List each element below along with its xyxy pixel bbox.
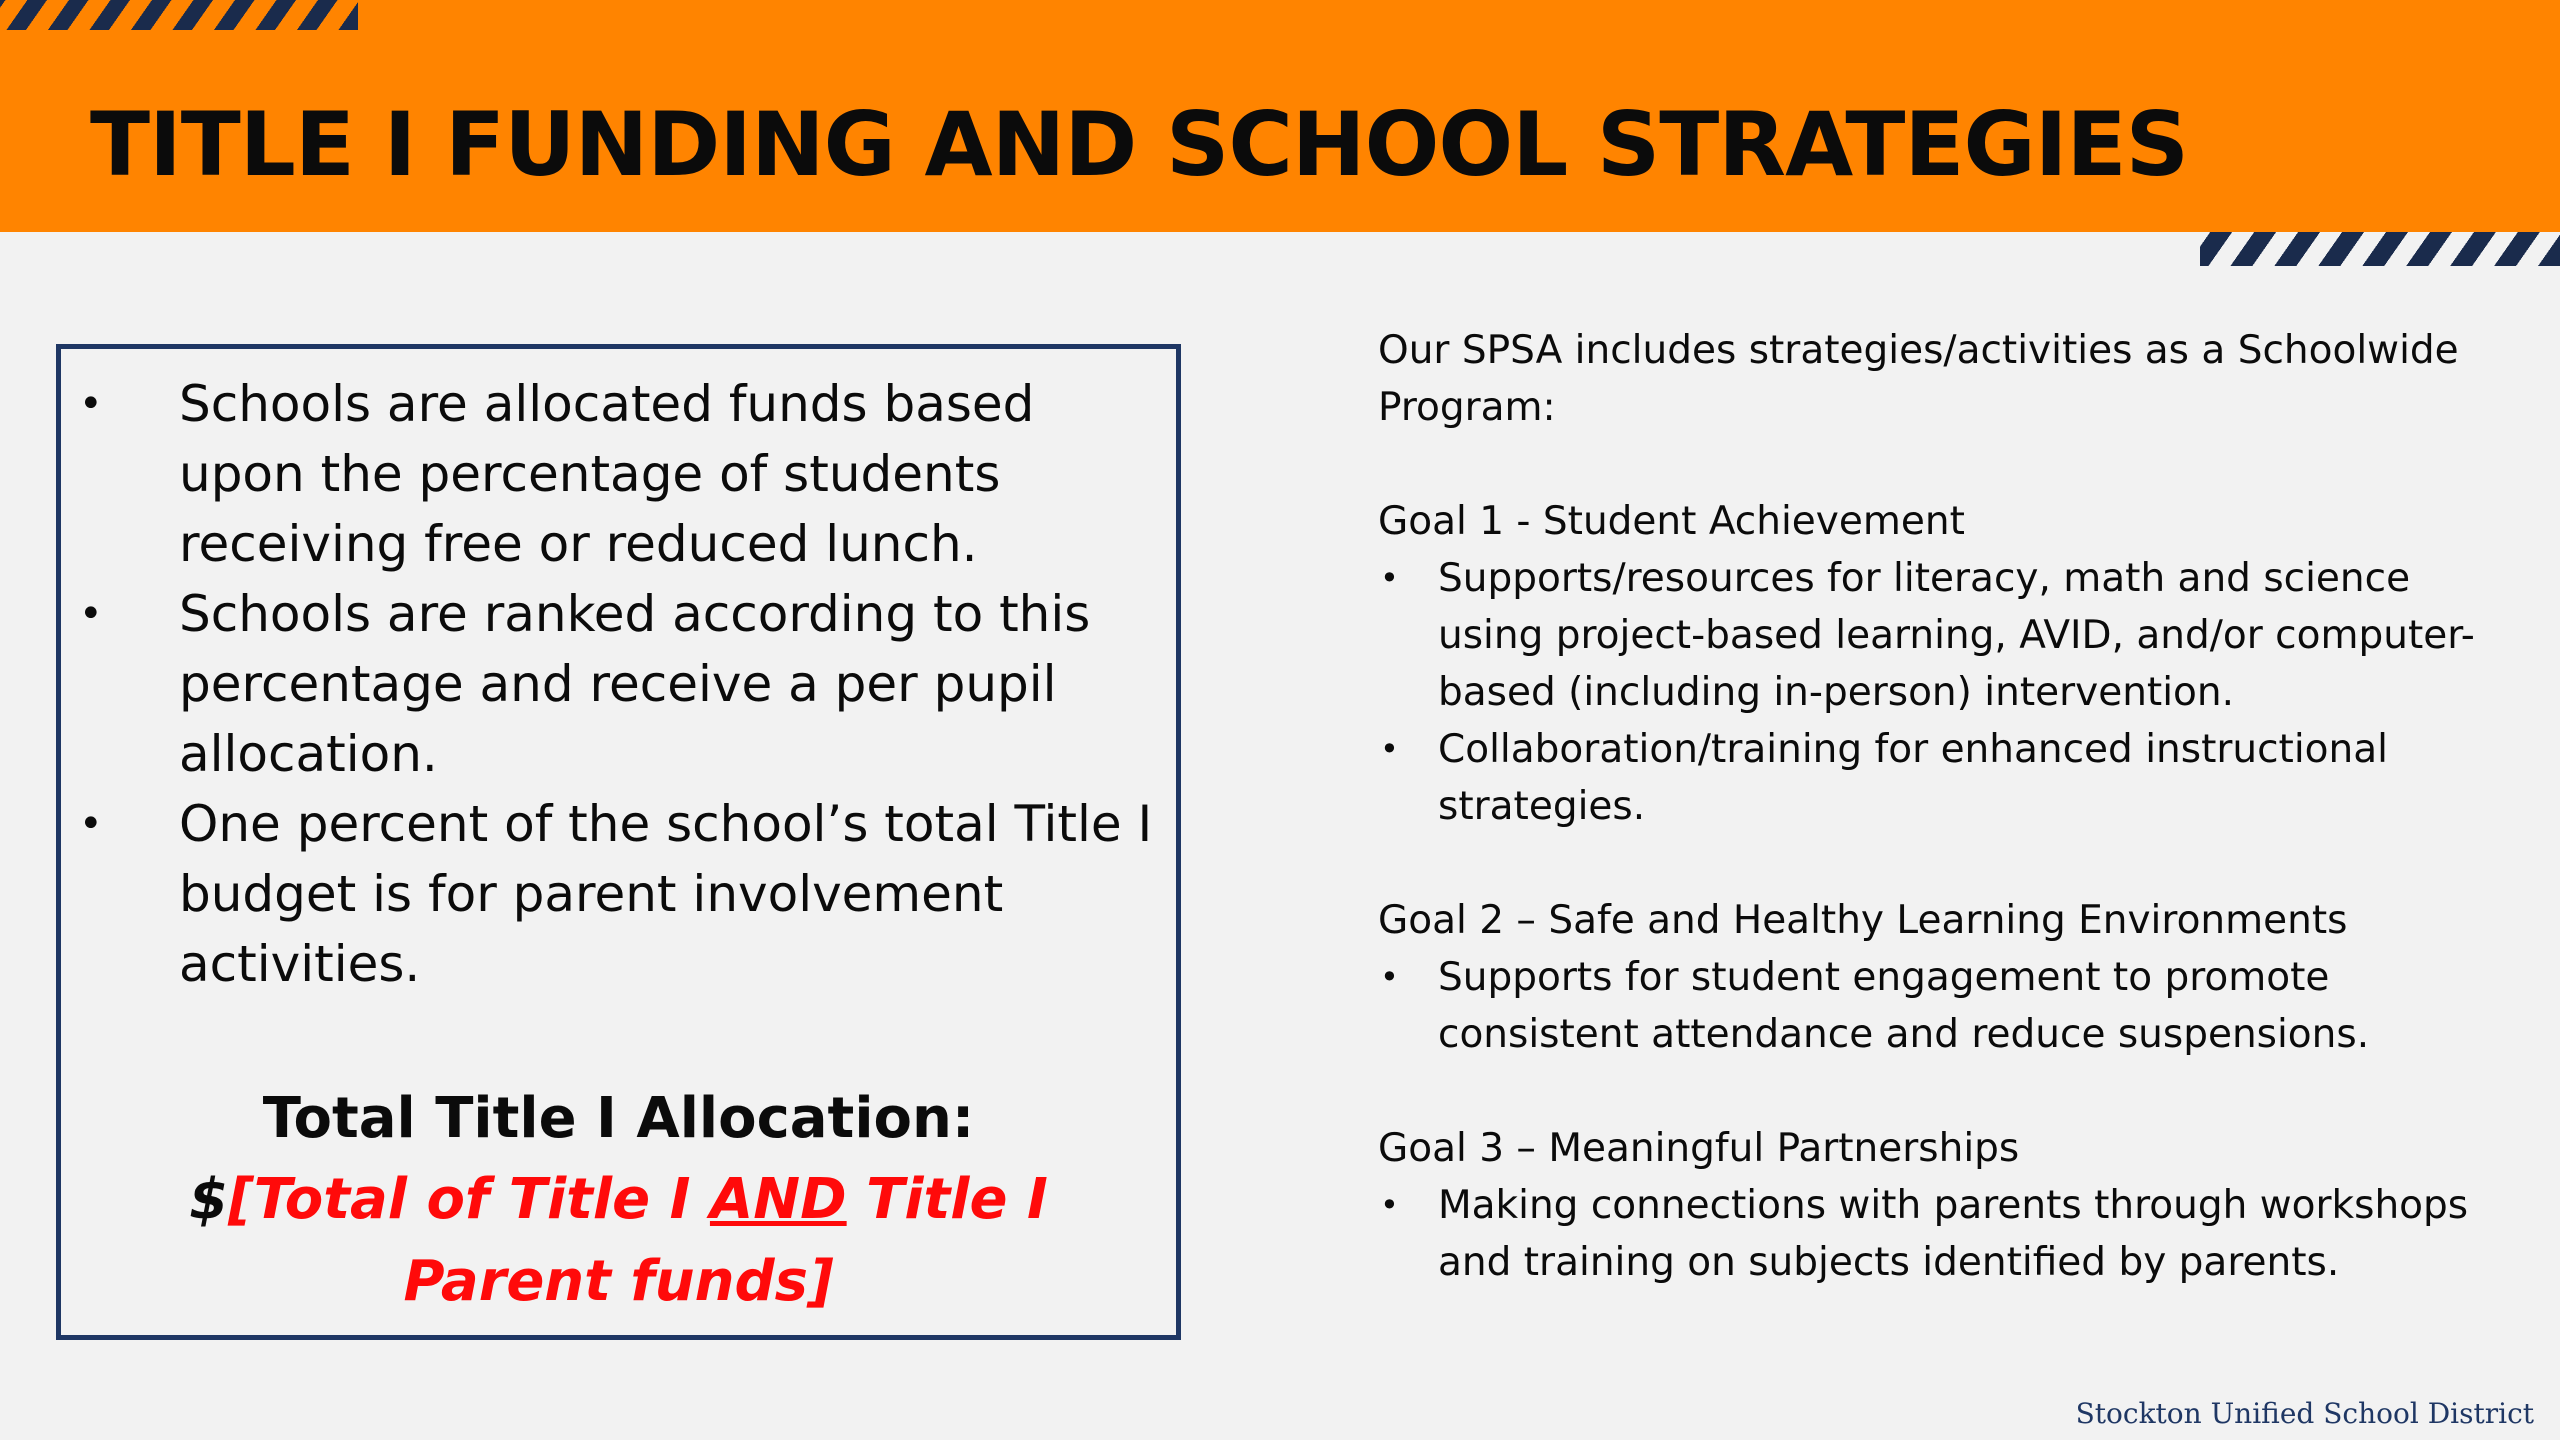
bullet-icon: • [79, 591, 103, 637]
header-band [0, 0, 2560, 232]
bullet-icon: • [1380, 559, 1399, 597]
bullet-icon: • [79, 801, 103, 847]
goal-item-list [1378, 1177, 2508, 1291]
goal-item-list [1378, 949, 2508, 1063]
funding-bullet-text: One percent of the school’s total Title I budget is for parent involvement activities. [179, 795, 1153, 993]
goal-heading: Goal 1 - Student Achievement [1378, 499, 1965, 544]
funding-bullet-item [61, 789, 1176, 999]
goal-item [1378, 550, 2508, 721]
allocation-label: Total Title I Allocation: [262, 1086, 975, 1151]
allocation-amount-placeholder [61, 1159, 1176, 1323]
slide-title: TITLE I FUNDING AND SCHOOL STRATEGIES [90, 93, 2188, 196]
goal-item-text: Supports for student engagement to promote consistent attendance and reduce suspensions. [1438, 955, 2370, 1057]
total-allocation [61, 1079, 1176, 1323]
hazard-stripes-right [2200, 232, 2560, 266]
bullet-icon: • [1380, 730, 1399, 768]
funding-bullet-text: Schools are ranked according to this percentage and receive a per pupil allocation. [179, 585, 1091, 783]
funding-bullet-item [61, 369, 1176, 579]
bullet-icon: • [1380, 958, 1399, 996]
goal-item [1378, 949, 2508, 1063]
funding-bullet-text: Schools are allocated funds based upon the percentage of students receiving free or reduced lunch. [179, 375, 1035, 573]
goal-item-text: Supports/resources for literacy, math and science using project-based learning, AVID, and/or computer-based (including in-person) intervention. [1438, 556, 2475, 715]
placeholder-text-emphasis: AND [709, 1167, 847, 1232]
goal-heading: Goal 3 – Meaningful Partnerships [1378, 1126, 2020, 1171]
spsa-strategies [1378, 322, 2508, 1291]
spsa-intro: Our SPSA includes strategies/activities as a Schoolwide Program: [1378, 328, 2459, 430]
funding-bullet-item [61, 579, 1176, 789]
funding-bullet-list [61, 369, 1176, 999]
goal-heading: Goal 2 – Safe and Healthy Learning Environments [1378, 898, 2348, 943]
goal-item [1378, 1177, 2508, 1291]
goal-item-text: Making connections with parents through workshops and training on subjects identified by parents. [1438, 1183, 2469, 1285]
goal-item-list [1378, 550, 2508, 835]
bullet-icon: • [79, 381, 103, 427]
placeholder-text-after: Title I Parent funds] [403, 1167, 1048, 1314]
currency-symbol: $ [189, 1167, 229, 1232]
hazard-stripes-top-left [0, 0, 358, 30]
goal-item-text: Collaboration/training for enhanced instructional strategies. [1438, 727, 2388, 829]
bullet-icon: • [1380, 1186, 1399, 1224]
district-footer: Stockton Unified School District [2075, 1397, 2534, 1430]
funding-info-box [56, 344, 1181, 1340]
placeholder-text-before: [Total of Title I [228, 1167, 710, 1232]
goal-item [1378, 721, 2508, 835]
